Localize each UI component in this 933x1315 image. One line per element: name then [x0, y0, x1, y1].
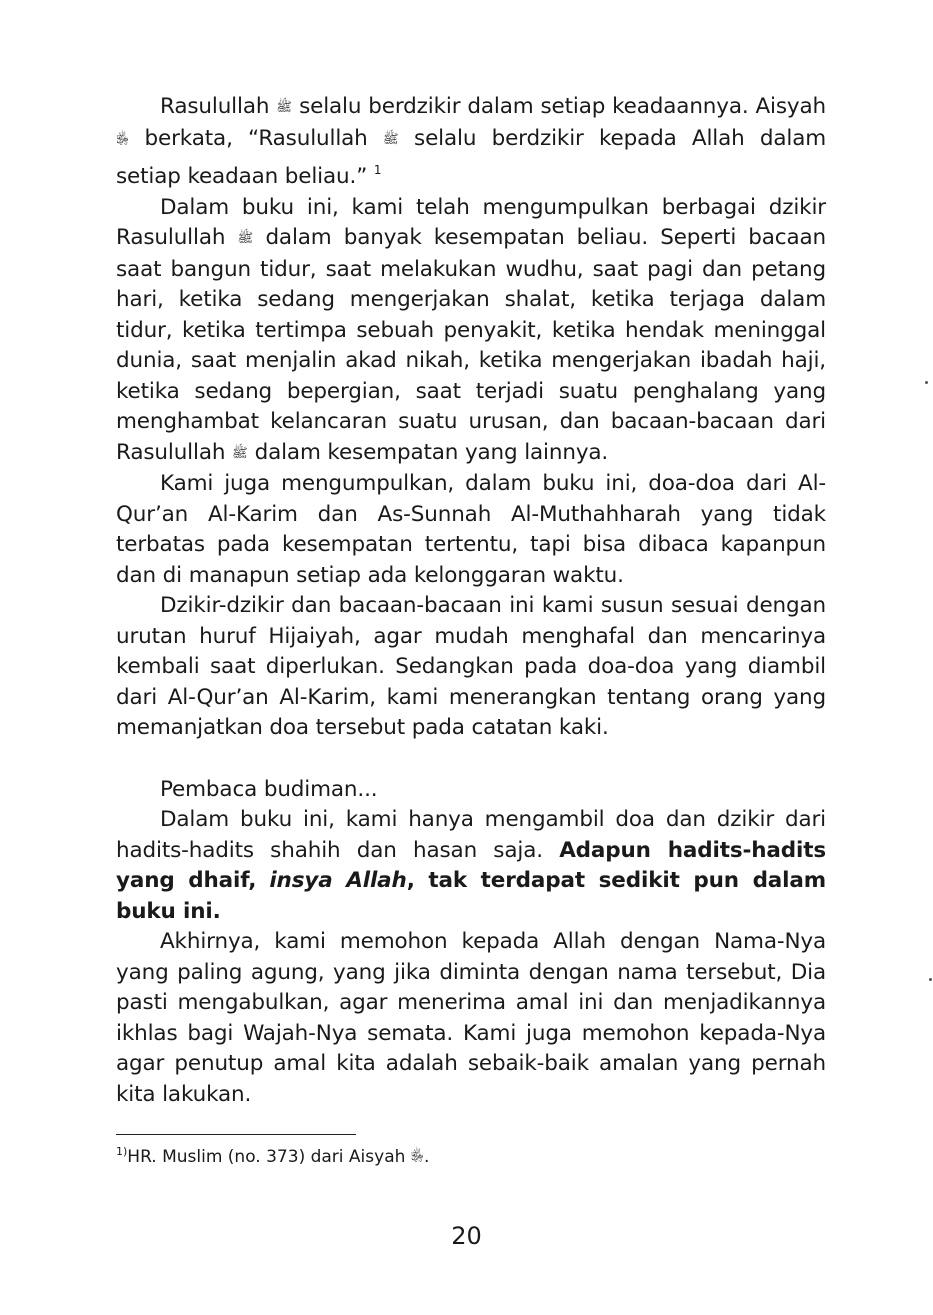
- p2-text-b: dalam banyak kesempatan beliau. Seperti bacaan saat bangun tidur, saat melakukan wudhu, saat pagi dan petang hari, ketika sedang mengerjakan shalat, ketika terjaga dalam tidur, ketika tertimpa sebuah penyakit, ketika hendak meninggal dunia, saat menjalin akad nikah, ketika mengerjakan ibadah haji, ketika sedang bepergian, saat terjadi suatu penghalang yang menghambat kelancaran suatu urusan, dan bacaan-bacaan dari Rasulullah: [116, 225, 826, 465]
- paragraph-1: [116, 92, 826, 193]
- honorific-ra-icon: ﵂: [410, 1149, 424, 1164]
- p1-text-b: selalu berdzikir dalam setiap keadaannya. Aisyah: [299, 94, 827, 119]
- footnote: [116, 1141, 429, 1168]
- footnote-marker: 1): [116, 1145, 128, 1158]
- p6-text-d: , tak terdapat sedikit pun dalam buku ini.: [116, 868, 826, 924]
- p6-text-c: insya Allah: [269, 868, 407, 893]
- honorific-saw-icon: ﷺ: [276, 100, 292, 115]
- paragraph-2: [116, 193, 826, 470]
- paragraph-5: Pembaca budiman...: [160, 776, 378, 802]
- honorific-saw-icon: ﷺ: [237, 231, 254, 246]
- scan-speck: [925, 381, 928, 384]
- scan-speck: [929, 978, 932, 981]
- footnote-text: HR. Muslim (no. 373) dari Aisyah: [127, 1147, 406, 1167]
- honorific-ra-icon: ﵂: [116, 131, 130, 147]
- paragraph-4: Dzikir-dzikir dan bacaan-bacaan ini kami susun sesuai dengan urutan huruf Hijaiyah, agar mudah menghafal dan mencarinya kembali saat diperlukan. Sedangkan pada doa-doa yang diambil dari Al-Qur’an Al-Karim, kami menerangkan tentang orang yang memanjatkan doa tersebut pada catatan kaki.: [116, 593, 826, 740]
- paragraph-spacer: [116, 744, 826, 775]
- page-number: 20: [451, 1222, 482, 1250]
- paragraph-3: Kami juga mengumpulkan, dalam buku ini, doa-doa dari Al-Qur’an Al-Karim dan As-Sunnah Al-Muthahharah yang tidak terbatas pada kesempatan tertentu, tapi bisa dibaca kapanpun dan di manapun setiap ada kelonggaran waktu.: [116, 471, 826, 588]
- footnote-divider: [116, 1134, 356, 1135]
- honorific-saw-icon: ﷺ: [232, 445, 248, 461]
- footnote-end: .: [423, 1147, 430, 1167]
- p1-text-a: Rasulullah: [160, 94, 270, 119]
- p6-text-b: Adapun hadits-hadits yang dhaif,: [116, 837, 827, 893]
- p1-text-d: selalu berdzikir kepada Allah dalam setiap keadaan beliau.”: [116, 125, 827, 189]
- honorific-saw-icon: ﷺ: [382, 131, 399, 147]
- page-body: [116, 92, 826, 1110]
- paragraph-7: Akhirnya, kami memohon kepada Allah dengan Nama-Nya yang paling agung, yang jika diminta dengan nama tersebut, Dia pasti mengabulkan, agar menerima amal ini dan menjadikannya ikhlas bagi Wajah-Nya semata. Kami juga memohon kepada-Nya agar penutup amal kita adalah sebaik-baik amalan yang pernah kita lakukan.: [116, 929, 826, 1107]
- p2-text-a: Dalam buku ini, kami telah mengumpulkan berbagai dzikir Rasulullah: [116, 194, 826, 250]
- footnote-ref[interactable]: 1: [373, 163, 382, 177]
- p1-text-c: berkata, “Rasulullah: [144, 125, 368, 151]
- p6-text-a: Dalam buku ini, kami hanya mengambil doa dan dzikir dari hadits-hadits shahih dan hasan saja.: [116, 807, 826, 863]
- paragraph-6: [116, 805, 826, 927]
- p2-text-c: dalam kesempatan yang lainnya.: [254, 439, 609, 465]
